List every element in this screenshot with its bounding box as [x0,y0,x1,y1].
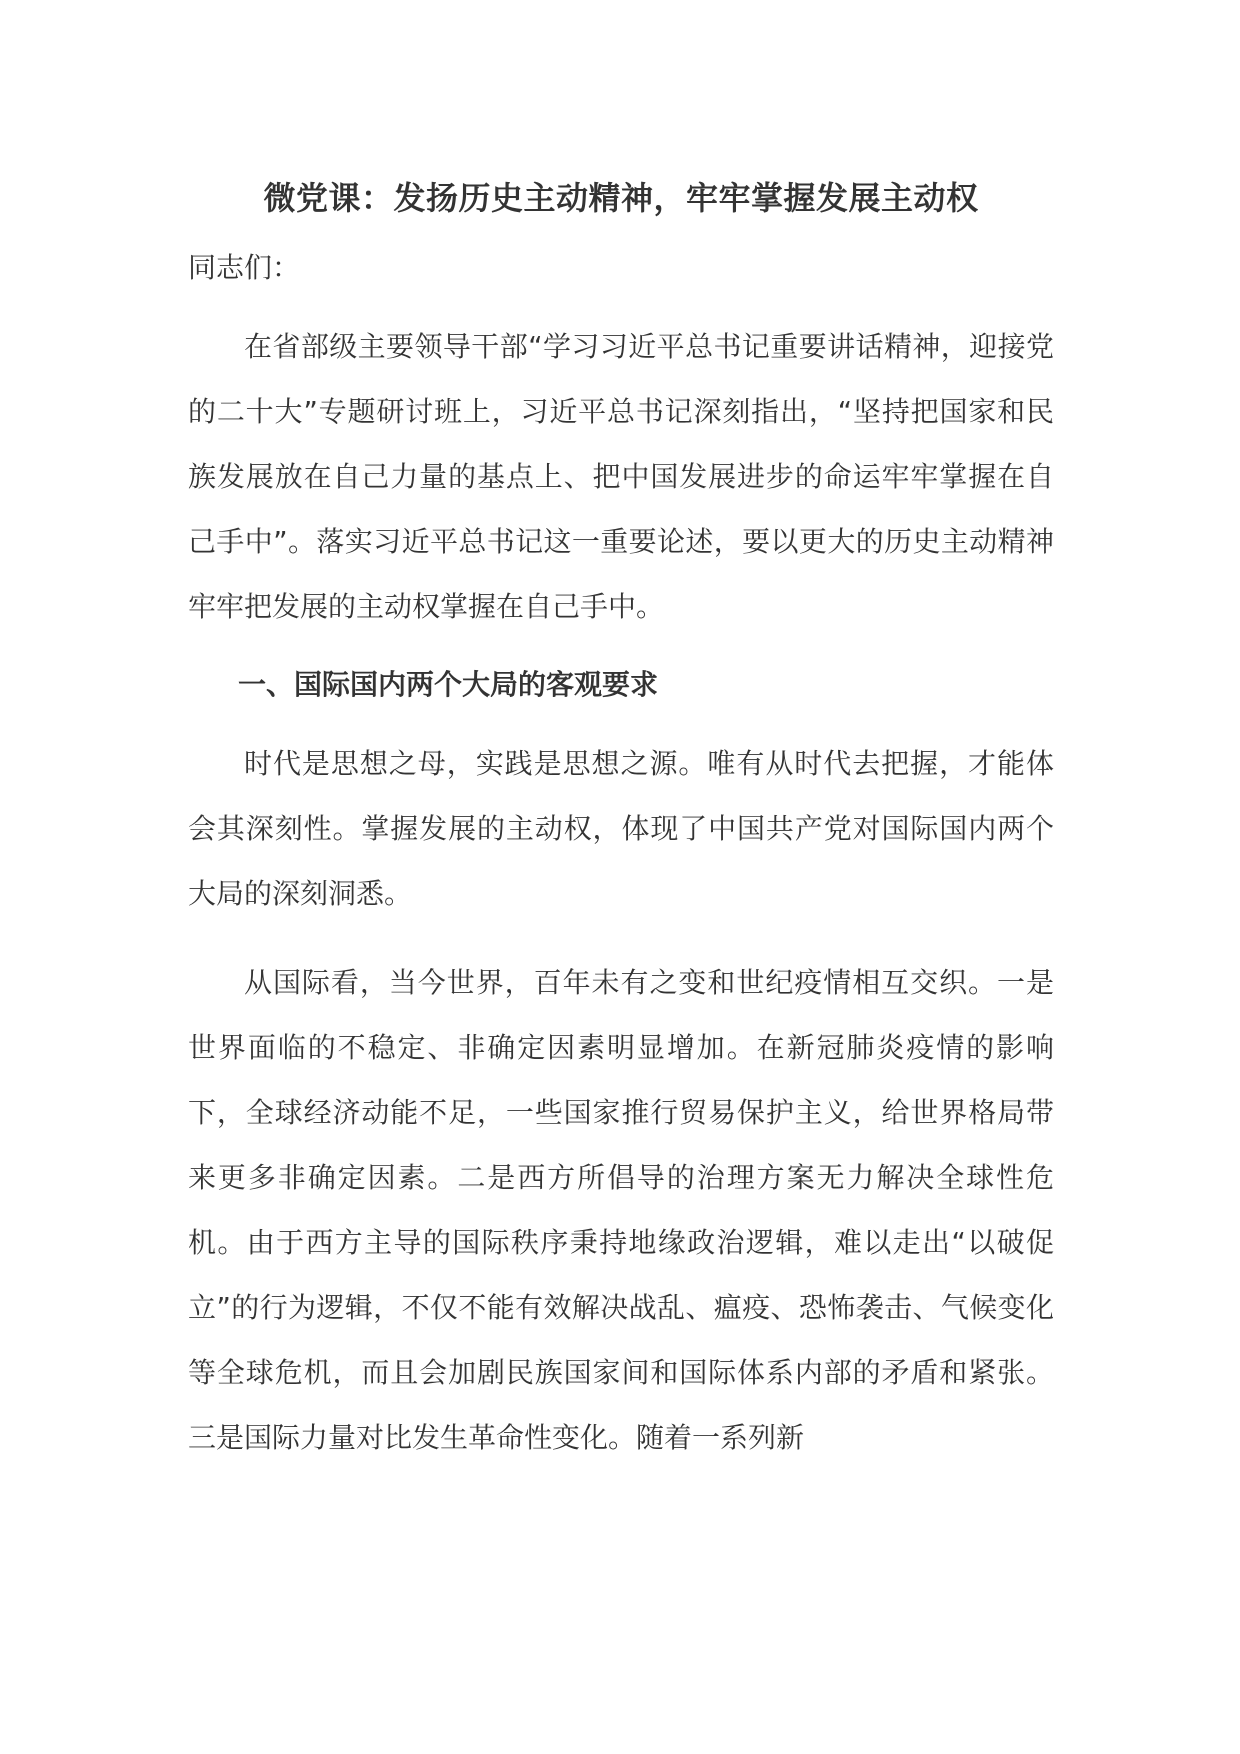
section-paragraph-2: 从国际看，当今世界，百年未有之变和世纪疫情相互交织。一是世界面临的不稳定、非确定因素明显增加。在新冠肺炎疫情的影响下，全球经济动能不足，一些国家推行贸易保护主义，给世界格局带来更多非确定因素。二是西方所倡导的治理方案无力解决全球性危机。由于西方主导的国际秩序秉持地缘政治逻辑，难以走出“以破促立”的行为逻辑，不仅不能有效解决战乱、瘟疫、恐怖袭击、气候变化等全球危机，而且会加剧民族国家间和国际体系内部的矛盾和紧张。三是国际力量对比发生革命性变化。随着一系列新 [188,966,1054,1454]
section-paragraph-1: 时代是思想之母，实践是思想之源。唯有从时代去把握，才能体会其深刻性。掌握发展的主动权，体现了中国共产党对国际国内两个大局的深刻洞悉。 [188,747,1054,910]
intro-paragraph: 在省部级主要领导干部“学习习近平总书记重要讲话精神，迎接党的二十大”专题研讨班上，习近平总书记深刻指出，“坚持把国家和民族发展放在自己力量的基点上、把中国发展进步的命运牢牢掌握在自己手中”。落实习近平总书记这一重要论述，要以更大的历史主动精神牢牢把发展的主动权掌握在自己手中。 [188,330,1054,623]
greeting: 同志们： [188,251,301,284]
document-title: 微党课：发扬历史主动精神，牢牢掌握发展主动权 [263,179,979,217]
section-heading: 一、国际国内两个大局的客观要求 [238,668,659,701]
document-page [188,176,1054,1470]
